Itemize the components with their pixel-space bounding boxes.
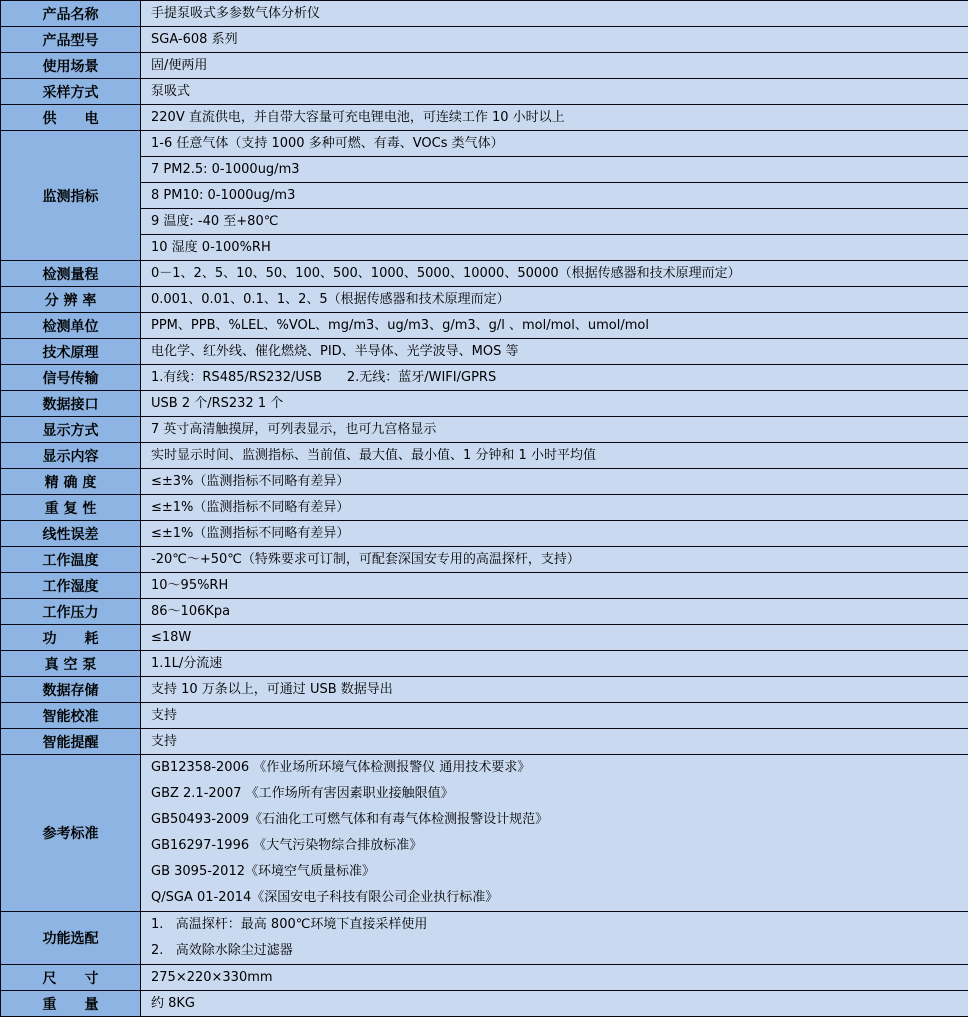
- spec-label: 功能选配: [1, 912, 141, 965]
- spec-value-line: GB 3095-2012《环境空气质量标准》: [141, 859, 968, 885]
- spec-value: 手提泵吸式多参数气体分析仪: [141, 1, 968, 27]
- spec-label: 功 耗: [1, 625, 141, 651]
- spec-value: 固/便两用: [141, 53, 968, 79]
- spec-row: [1, 521, 968, 547]
- spec-value: 支持: [141, 729, 968, 755]
- spec-row: [1, 417, 968, 443]
- spec-label: 智能提醒: [1, 729, 141, 755]
- spec-row: [1, 991, 968, 1017]
- spec-label: 线性误差: [1, 521, 141, 547]
- spec-value: 支持 10 万条以上，可通过 USB 数据导出: [141, 677, 968, 703]
- spec-value-line: GB50493-2009《石油化工可燃气体和有毒气体检测报警设计规范》: [141, 807, 968, 833]
- spec-row: [1, 912, 968, 965]
- spec-label: 重 复 性: [1, 495, 141, 521]
- spec-value: 0－1、2、5、10、50、100、500、1000、5000、10000、50000（根据传感器和技术原理而定）: [141, 261, 968, 287]
- spec-label: 检测单位: [1, 313, 141, 339]
- spec-row: [1, 625, 968, 651]
- spec-value: 1.1L/分流速: [141, 651, 968, 677]
- spec-value-line: 1. 高温探杆：最高 800℃环境下直接采样使用: [141, 912, 968, 938]
- spec-row: [1, 469, 968, 495]
- spec-value: USB 2 个/RS232 1 个: [141, 391, 968, 417]
- spec-label: 产品名称: [1, 1, 141, 27]
- spec-value: [141, 755, 968, 912]
- spec-value: 10 湿度 0-100%RH: [141, 235, 968, 261]
- spec-value: 1-6 任意气体（支持 1000 多种可燃、有毒、VOCs 类气体）: [141, 131, 968, 157]
- spec-row: [1, 965, 968, 991]
- spec-value-line: Q/SGA 01-2014《深国安电子科技有限公司企业执行标准》: [141, 885, 968, 911]
- spec-value: 9 温度: -40 至+80℃: [141, 209, 968, 235]
- spec-row: [1, 703, 968, 729]
- spec-value-line: GB12358-2006 《作业场所环境气体检测报警仪 通用技术要求》: [141, 755, 968, 781]
- spec-label: 检测量程: [1, 261, 141, 287]
- spec-value-line: GB16297-1996 《大气污染物综合排放标准》: [141, 833, 968, 859]
- spec-row: [1, 79, 968, 105]
- spec-value: 7 PM2.5: 0-1000ug/m3: [141, 157, 968, 183]
- spec-label: 工作压力: [1, 599, 141, 625]
- spec-row: [1, 261, 968, 287]
- spec-label: 真 空 泵: [1, 651, 141, 677]
- spec-value: 实时显示时间、监测指标、当前值、最大值、最小值、1 分钟和 1 小时平均值: [141, 443, 968, 469]
- spec-value: ≤±3%（监测指标不同略有差异）: [141, 469, 968, 495]
- spec-row: [1, 235, 968, 261]
- spec-row: [1, 365, 968, 391]
- spec-row: [1, 313, 968, 339]
- spec-row: [1, 339, 968, 365]
- spec-value: 220V 直流供电，并自带大容量可充电锂电池，可连续工作 10 小时以上: [141, 105, 968, 131]
- spec-value-line: GBZ 2.1-2007 《工作场所有害因素职业接触限值》: [141, 781, 968, 807]
- spec-value: 0.001、0.01、0.1、1、2、5（根据传感器和技术原理而定）: [141, 287, 968, 313]
- spec-row: [1, 131, 968, 157]
- spec-value: 275×220×330mm: [141, 965, 968, 991]
- spec-label: 监测指标: [1, 131, 141, 261]
- spec-row: [1, 183, 968, 209]
- spec-value-line: 2. 高效除水除尘过滤器: [141, 938, 968, 964]
- spec-label: 信号传输: [1, 365, 141, 391]
- spec-label: 重 量: [1, 991, 141, 1017]
- spec-label: 尺 寸: [1, 965, 141, 991]
- spec-value: 约 8KG: [141, 991, 968, 1017]
- spec-value: 10～95%RH: [141, 573, 968, 599]
- spec-row: [1, 443, 968, 469]
- spec-table-body: [1, 1, 968, 1017]
- spec-value: 7 英寸高清触摸屏，可列表显示，也可九宫格显示: [141, 417, 968, 443]
- spec-value: ≤±1%（监测指标不同略有差异）: [141, 495, 968, 521]
- spec-row: [1, 1, 968, 27]
- spec-label: 精 确 度: [1, 469, 141, 495]
- spec-row: [1, 105, 968, 131]
- spec-row: [1, 599, 968, 625]
- spec-label: 采样方式: [1, 79, 141, 105]
- spec-row: [1, 651, 968, 677]
- spec-row: [1, 547, 968, 573]
- spec-row: [1, 677, 968, 703]
- spec-label: 工作温度: [1, 547, 141, 573]
- spec-label: 供 电: [1, 105, 141, 131]
- spec-row: [1, 573, 968, 599]
- spec-value: 8 PM10: 0-1000ug/m3: [141, 183, 968, 209]
- spec-row: [1, 27, 968, 53]
- spec-row: [1, 755, 968, 912]
- spec-value: ≤±1%（监测指标不同略有差异）: [141, 521, 968, 547]
- spec-label: 智能校准: [1, 703, 141, 729]
- spec-row: [1, 157, 968, 183]
- spec-row: [1, 495, 968, 521]
- spec-value: 泵吸式: [141, 79, 968, 105]
- spec-row: [1, 53, 968, 79]
- spec-label: 技术原理: [1, 339, 141, 365]
- spec-value: [141, 912, 968, 965]
- spec-label: 数据接口: [1, 391, 141, 417]
- spec-row: [1, 391, 968, 417]
- spec-label: 产品型号: [1, 27, 141, 53]
- spec-value: PPM、PPB、%LEL、%VOL、mg/m3、ug/m3、g/m3、g/l 、mol/mol、umol/mol: [141, 313, 968, 339]
- spec-label: 分 辨 率: [1, 287, 141, 313]
- spec-value: -20℃～+50℃（特殊要求可订制，可配套深国安专用的高温探杆，支持）: [141, 547, 968, 573]
- spec-row: [1, 287, 968, 313]
- spec-value: 电化学、红外线、催化燃烧、PID、半导体、光学波导、MOS 等: [141, 339, 968, 365]
- spec-value: 86～106Kpa: [141, 599, 968, 625]
- spec-row: [1, 729, 968, 755]
- spec-value: ≤18W: [141, 625, 968, 651]
- spec-label: 使用场景: [1, 53, 141, 79]
- spec-label: 工作湿度: [1, 573, 141, 599]
- spec-label: 数据存储: [1, 677, 141, 703]
- spec-value: SGA-608 系列: [141, 27, 968, 53]
- spec-row: [1, 209, 968, 235]
- spec-value: 支持: [141, 703, 968, 729]
- spec-label: 参考标准: [1, 755, 141, 912]
- spec-label: 显示方式: [1, 417, 141, 443]
- spec-label: 显示内容: [1, 443, 141, 469]
- spec-value: 1.有线：RS485/RS232/USB 2.无线：蓝牙/WIFI/GPRS: [141, 365, 968, 391]
